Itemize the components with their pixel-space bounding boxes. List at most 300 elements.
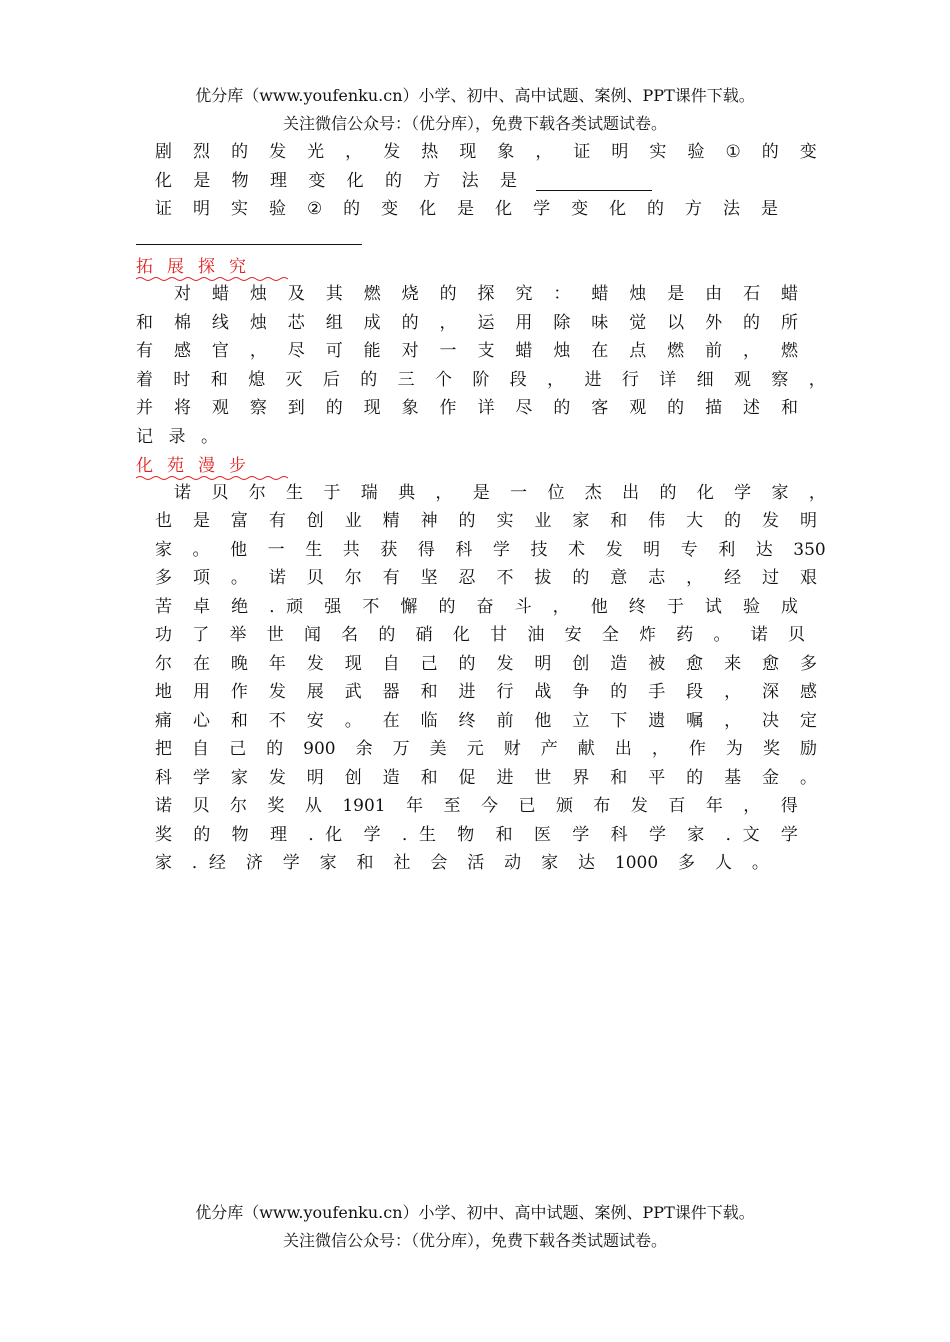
text-char: 己 [229,739,247,759]
text-char: 尔 [344,568,362,588]
text-char: 察 [771,370,789,390]
text-char: 的 [325,398,343,418]
text-char: 录 [168,427,186,447]
text-char: 学 [648,825,666,845]
text-char: 愈 [762,654,779,674]
text-char: ， [724,682,742,702]
text-char: 展 [306,682,324,702]
garden-line [155,622,805,648]
explore-line [136,367,826,393]
text-char: 志 [648,568,666,588]
text-char: 。 [192,540,210,560]
text-char: 理 [269,171,287,191]
text-char: ， [808,370,826,390]
text-char: 他 [230,540,248,560]
text-char: 阶 [472,370,490,390]
text-char: 详 [477,398,495,418]
text-char: 意 [610,568,628,588]
answer-blank-1[interactable] [536,172,652,191]
text-char: 发 [496,654,514,674]
text-char: 余 [355,739,373,759]
text-char: 贝 [787,625,805,645]
text-char: 线 [211,313,229,333]
text-char: ， [808,483,826,503]
text-char: 描 [705,398,723,418]
text-char: 得 [417,540,435,560]
text-char: 明 [534,654,552,674]
text-char: 。 [751,853,769,873]
text-char: 石 [743,284,761,304]
text-char: 活 [467,853,485,873]
text-char: 观 [211,398,229,418]
text-char: 着 [136,370,153,390]
text-char: 的 [458,654,476,674]
text-char: 理 [269,825,287,845]
text-char: 杰 [584,483,602,503]
text-char: ② [306,199,323,219]
text-char: 过 [762,568,779,588]
text-char: 变 [571,199,589,219]
text-char: 懈 [400,597,418,617]
text-char: 官 [211,341,229,361]
text-char: 一 [439,341,457,361]
text-char: 业 [344,511,362,531]
text-char: 年 [406,796,424,816]
text-char: 是 [667,284,685,304]
garden-line [155,822,798,848]
text-char: 家 [687,825,705,845]
text-char: 发 [269,142,287,162]
text-char: 现 [344,654,362,674]
text-char: 剧 [155,142,172,162]
text-char: 350 [793,540,826,560]
explore-line [136,424,218,450]
text-char: 明 [611,142,629,162]
text-char: 术 [568,540,586,560]
text-char: 至 [443,796,461,816]
garden-line [155,508,817,534]
text-char: 绝 [231,597,249,617]
text-char: 贝 [306,568,324,588]
text-char: 界 [572,768,590,788]
text-char: 述 [743,398,760,418]
text-char: 记 [136,427,153,447]
text-char: 多 [678,853,696,873]
text-char: 位 [547,483,565,503]
text-char: 方 [685,199,703,219]
text-char: 学 [192,768,210,788]
text-char: ， [743,796,761,816]
text-char: 嘱 [686,711,704,731]
text-char: 经 [724,568,742,588]
text-char: 项 [192,568,210,588]
text-char: 贝 [192,796,210,816]
text-char: 感 [173,341,191,361]
garden-line [155,651,817,677]
text-char: 炸 [639,625,657,645]
text-char: 现 [459,142,477,162]
text-char: 变 [799,142,817,162]
text-char: 段 [686,682,704,702]
text-char: 和 [210,370,228,390]
text-char: 家 [319,853,337,873]
text-char: 有 [136,341,153,361]
text-char: 基 [724,768,742,788]
text-char: 能 [363,341,381,361]
text-char: 成 [781,597,798,617]
text-char: 苦 [155,597,172,617]
text-char: 专 [680,540,698,560]
text-char: 争 [572,682,590,702]
text-char: 是 [457,199,475,219]
text-char: 。 [344,711,362,731]
text-char: 贝 [211,483,229,503]
text-char: 心 [192,711,210,731]
text-char: 棉 [173,313,191,333]
text-char: 进 [584,370,602,390]
garden-line [155,537,826,563]
text-char: 科 [155,768,172,788]
text-char: 试 [704,597,722,617]
text-char: 发 [630,796,648,816]
text-char: 诺 [268,568,286,588]
text-char: 一 [267,540,285,560]
text-char: 奖 [267,796,285,816]
text-char: 下 [610,711,628,731]
text-char: 利 [718,540,736,560]
text-char: 世 [266,625,284,645]
text-char: 和 [136,313,153,333]
text-char: 终 [458,711,476,731]
text-char: ， [724,711,742,731]
text-char: 烛 [629,284,647,304]
text-char: 化 [696,483,714,503]
text-char: 学 [572,825,590,845]
text-char: 究 [515,284,533,304]
text-char: 诺 [155,796,172,816]
text-char: 对 [174,284,191,304]
text-char: 段 [509,370,527,390]
text-char: ， [552,597,570,617]
text-char: 把 [155,739,172,759]
text-char: 作 [439,398,457,418]
text-char: 一 [510,483,528,503]
text-char: 支 [477,341,495,361]
text-char: 今 [481,796,499,816]
text-char: 斗 [514,597,532,617]
text-char: 尔 [248,483,266,503]
text-char: 励 [799,739,817,759]
text-char: 卓 [193,597,211,617]
text-char: 发 [383,142,401,162]
text-char: 发 [268,768,286,788]
text-char: 不 [362,597,380,617]
text-char: 社 [393,853,411,873]
text-char: 奖 [155,825,172,845]
text-char: 已 [518,796,536,816]
text-char: 平 [648,768,666,788]
text-char: 财 [503,739,521,759]
question-line-1 [155,139,817,165]
text-char: 燃 [667,341,685,361]
text-char: 和 [420,768,438,788]
text-char: 明 [192,199,210,219]
text-char: 有 [268,511,286,531]
text-char: 多 [799,654,817,674]
text-char: 。 [201,427,218,447]
text-char: 多 [155,568,172,588]
text-char: 蜡 [781,284,798,304]
text-char: 除 [553,313,571,333]
text-char: 进 [496,768,514,788]
text-char: 获 [380,540,398,560]
text-char: 富 [230,511,248,531]
text-char: ．化 [308,825,343,845]
text-char: 是 [472,483,490,503]
text-char: 和 [230,711,248,731]
text-char: 方 [423,171,441,191]
text-char: 光 [307,142,325,162]
text-char: 用 [515,313,533,333]
text-char: 伟 [648,511,666,531]
text-char: 三 [397,370,415,390]
text-char: 家 [541,853,559,873]
garden-line [155,565,817,591]
text-char: 诺 [750,625,768,645]
text-char: 客 [591,398,609,418]
text-char: 在 [591,341,609,361]
text-char: 蜡 [591,284,609,304]
text-char: 发 [605,540,623,560]
text-char: 尔 [155,654,172,674]
text-char: 烈 [193,142,211,162]
text-char: 达 [577,853,595,873]
text-char: 感 [799,682,817,702]
text-char: 手 [648,682,666,702]
text-char: 造 [382,768,400,788]
text-char: ① [725,142,741,162]
text-char: 象 [401,398,419,418]
text-char: 前 [496,711,514,731]
text-char: 也 [155,511,172,531]
text-char: 的 [266,739,284,759]
text-char: 科 [455,540,473,560]
garden-line [155,594,798,620]
text-char: 有 [382,568,400,588]
text-char: 用 [192,682,210,702]
text-char: 烛 [249,313,267,333]
text-char: 化 [495,199,513,219]
text-char: 年 [268,654,286,674]
text-char: 造 [610,654,628,674]
text-char: ， [345,142,363,162]
text-char: 名 [341,625,359,645]
text-char: 于 [666,597,684,617]
text-char: 细 [696,370,714,390]
text-char: ， [435,483,453,503]
text-char: 详 [659,370,677,390]
text-char: 物 [457,825,475,845]
text-char: 后 [322,370,340,390]
text-char: 。 [799,768,817,788]
text-char: 组 [325,313,343,333]
text-char: 自 [192,739,210,759]
text-char: 产 [540,739,558,759]
text-char: 家 [155,853,172,873]
text-char: 的 [659,483,677,503]
text-char: 战 [534,682,552,702]
text-char: 烛 [249,284,267,304]
text-char: 学 [282,853,300,873]
text-char: 全 [601,625,619,645]
text-char: 家 [155,540,172,560]
text-char: 进 [458,682,476,702]
text-char: 到 [287,398,305,418]
text-char: 来 [724,654,742,674]
text-char: 灭 [285,370,303,390]
text-char: 自 [382,654,400,674]
text-char: 为 [725,739,743,759]
text-char: 可 [325,341,343,361]
text-char: 外 [705,313,723,333]
text-char: 对 [401,341,419,361]
text-char: 己 [420,654,438,674]
text-char: 前 [705,341,723,361]
text-char: 900 [303,739,336,759]
text-char: 明 [643,540,661,560]
text-char: 精 [382,511,400,531]
text-char: ， [535,142,553,162]
text-char: 的 [667,398,685,418]
text-char: 于 [323,483,341,503]
text-char: 临 [420,711,438,731]
text-char: 坚 [420,568,438,588]
text-char: 共 [342,540,360,560]
text-char: 学 [734,483,752,503]
text-char: 观 [734,370,751,390]
text-char: 实 [496,511,514,531]
text-char: 在 [192,654,210,674]
text-char: 他 [590,597,608,617]
text-char: 1901 [342,796,386,816]
text-char: ， [686,568,704,588]
text-char: 得 [780,796,798,816]
text-char: 动 [504,853,522,873]
explore-section-title: 拓展探究 [136,257,260,277]
garden-line [155,850,769,876]
text-char: 元 [466,739,484,759]
text-char: 现 [363,398,381,418]
text-char: 学 [492,540,510,560]
text-char: 成 [363,313,381,333]
explore-line [174,281,798,307]
text-char: 诺 [174,483,191,503]
text-char: 燃 [363,284,381,304]
text-char: 是 [192,511,210,531]
text-char: ， [249,341,267,361]
text-char: 安 [306,711,324,731]
text-char: 的 [724,511,742,531]
text-char: 奖 [762,739,780,759]
garden-line [155,736,817,762]
explore-line [136,338,798,364]
text-char: 晚 [230,654,248,674]
text-char: 奋 [476,597,494,617]
text-char: 化 [346,171,364,191]
text-char: 的 [743,313,760,333]
text-char: 终 [628,597,646,617]
text-char: 忍 [458,568,476,588]
text-char: 的 [231,142,249,162]
text-char: 的 [610,682,628,702]
text-char: 不 [496,568,514,588]
text-char: 法 [461,171,479,191]
text-char: 由 [705,284,723,304]
text-char: 遗 [648,711,666,731]
text-char: 学 [780,825,798,845]
text-char: 尽 [287,341,305,361]
text-char: 验 [742,597,760,617]
question-line-3 [155,196,778,222]
text-char: ， [743,341,760,361]
text-char: 万 [392,739,410,759]
footer-line-2: 关注微信公众号：（优分库），免费下载各类试题试卷。 [282,1231,667,1250]
text-char: 发 [306,654,324,674]
text-char: 的 [686,768,704,788]
explore-line [136,395,798,421]
text-char: ， [439,313,457,333]
garden-line [174,480,826,506]
text-char: 年 [705,796,723,816]
text-char: 决 [762,711,779,731]
text-char: 证 [573,142,591,162]
answer-blank-2[interactable] [136,244,362,245]
text-char: 及 [287,284,305,304]
text-char: 神 [420,511,438,531]
text-char: 觉 [629,313,647,333]
text-char: 尔 [229,796,247,816]
text-char: 化 [452,625,470,645]
text-char: 物 [231,171,249,191]
text-char: 地 [155,682,172,702]
text-char: 不 [268,711,286,731]
text-char: 出 [614,739,632,759]
text-char: 芯 [287,313,305,333]
text-char: 烧 [401,284,419,304]
text-char: 的 [647,199,665,219]
text-char: 1000 [614,853,659,873]
header-line-2: 关注微信公众号：（优分库），免费下载各类试题试卷。 [282,114,667,133]
text-char: 和 [610,511,628,531]
text-char: 以 [667,313,685,333]
text-char: 行 [621,370,639,390]
text-char: 立 [572,711,590,731]
garden-line [155,765,817,791]
text-char: 艰 [799,568,817,588]
text-char: 的 [553,398,571,418]
text-char: 的 [401,313,419,333]
garden-line [155,679,817,705]
text-char: 的 [438,597,456,617]
text-char: 热 [421,142,439,162]
text-char: 变 [308,171,326,191]
text-char: 学 [363,825,381,845]
text-char: 颁 [555,796,573,816]
text-char: 器 [382,682,400,702]
text-char: 创 [306,511,324,531]
text-char: 人 [714,853,732,873]
text-char: 的 [439,284,457,304]
